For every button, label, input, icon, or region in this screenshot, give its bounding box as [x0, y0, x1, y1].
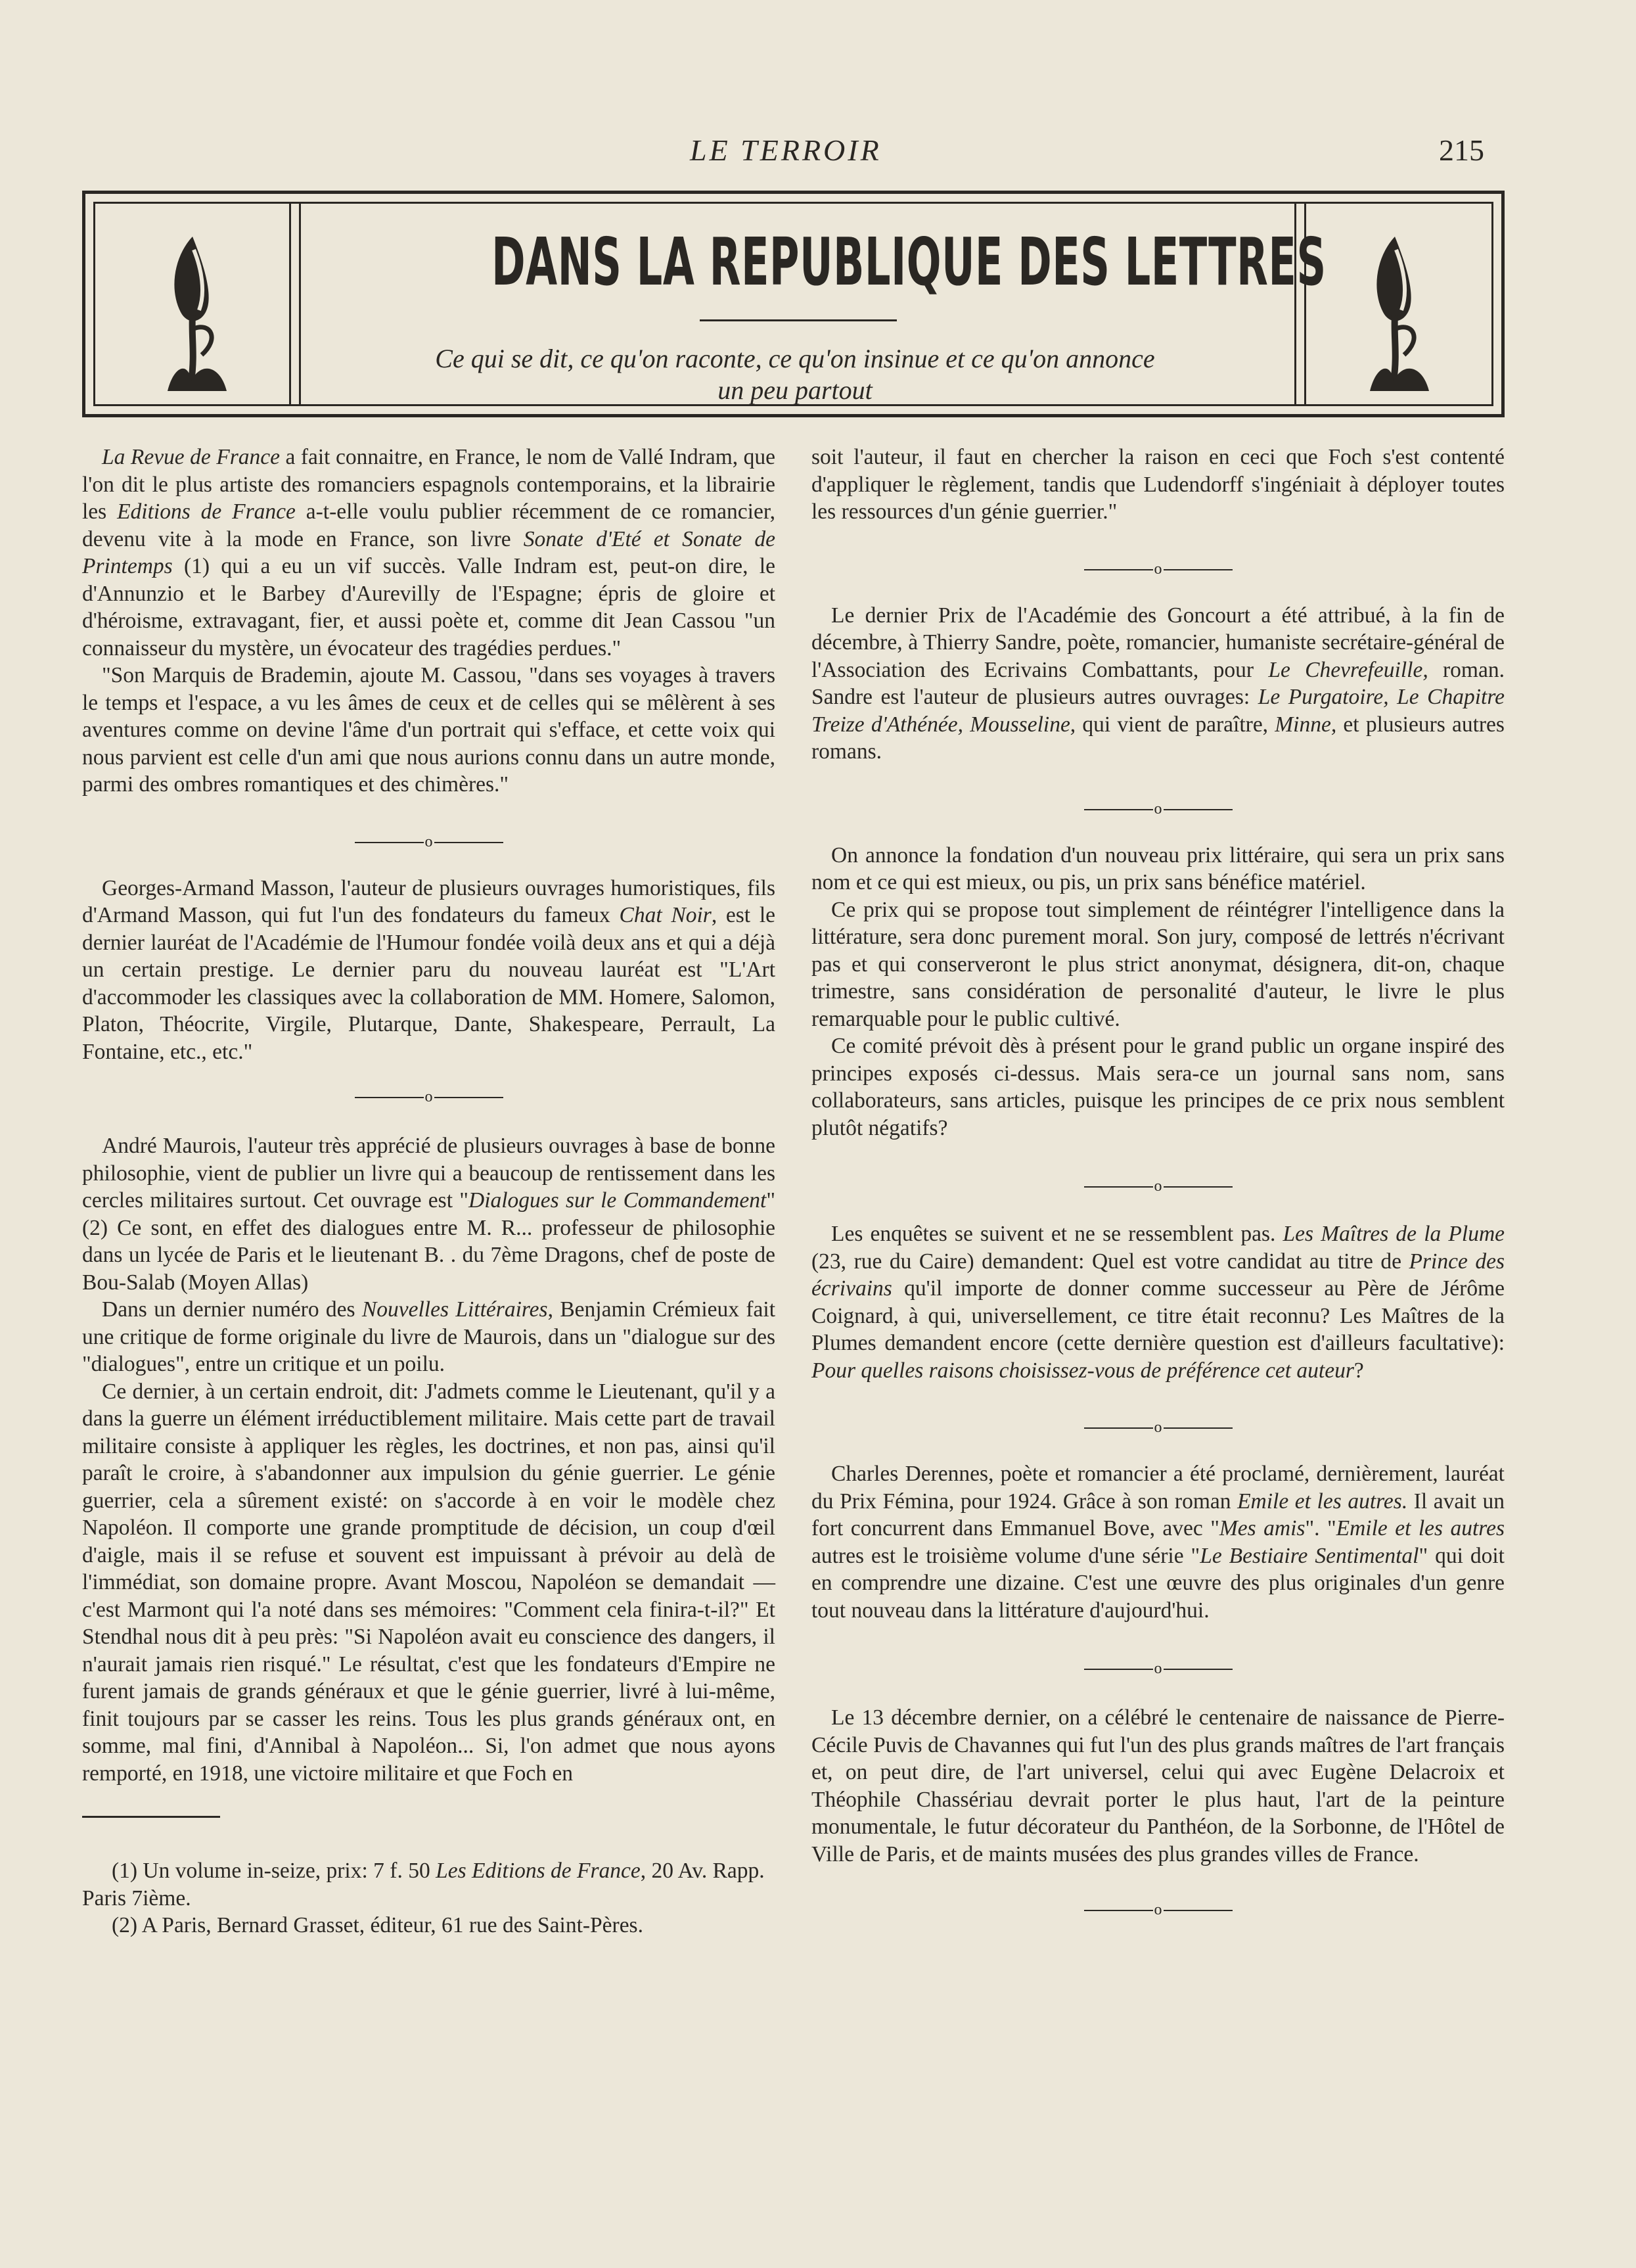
section-title: DANS LA REPUBLIQUE DES LETTRES — [491, 223, 1327, 300]
banner-divider-left — [289, 204, 301, 404]
separator — [82, 1081, 775, 1105]
text: " (2) Ce sont, en effet des dialogues entre M. R... professeur de philosophie dans un lycée de Paris et le lieutenant B. . du 7ème Dragons, chef de poste de Bou-Salab (Moyen Allas) — [82, 1188, 775, 1295]
text: a-t-elle voulu publier récemment de ce romancier, devenu vite à la mode en France, son livre — [82, 499, 776, 551]
footnote: (2) A Paris, Bernard Grasset, éditeur, 61 rue des Saint-Pères. — [112, 1913, 643, 1937]
banner-frame — [93, 202, 1493, 406]
paragraph: On annonce la fondation d'un nouveau prix littéraire, qui sera un prix sans nom et ce qui est mieux, ou pis, un prix sans bénéfice matériel. — [811, 843, 1505, 894]
italic-text: Chat Noir — [619, 903, 712, 927]
running-head — [0, 133, 1636, 172]
text: Le dernier Prix de l'Académie des Goncourt a été attribué, à la fin de décembre, à Thierry Sandre, poète, romancier, humaniste secrétaire-général de l'Association des Ecrivains Combattants, pour — [811, 603, 1505, 682]
paragraph: "Son Marquis de Brademin, ajoute M. Cassou, "dans ses voyages à travers le temps et l'espace, a vu les âmes de ceux et de celles qui se mêlèrent à ses aventures comme on devine l'âme d'un portrait qui s'efface, et cette voix qui nous parvient est celle d'un ami que nous aurions connu dans un autre monde, parmi des ombres romantiques et des chimères." — [82, 663, 775, 797]
paragraph: Le 13 décembre dernier, on a célébré le centenaire de naissance de Pierre-Cécile Puvis de Chavannes qui fut l'un des plus grands maîtres de l'art français et, on peut dire, de l'art universel, celui qui avec Eugène Delacroix et Théophile Chassériau devrait porter le plus haut, l'art de la peinture monumentale, le futur décorateur du Panthéon, de la Sorbonne, de l'Hôtel de Ville de Paris, et de maints musées des plus grandes villes de France. — [811, 1705, 1505, 1866]
italic-text: Le Purgatoire, Le Chapitre Treize d'Athénée, Mousseline, — [811, 685, 1505, 737]
paragraph — [811, 602, 1505, 766]
paragraph — [82, 875, 775, 1066]
calla-lily-ornament-icon — [128, 230, 260, 394]
text: Les enquêtes se suivent et ne se ressemblent pas. — [831, 1222, 1283, 1246]
paragraph — [811, 1460, 1505, 1624]
subtitle-line: un peu partout — [717, 375, 873, 405]
paragraph — [811, 1220, 1505, 1384]
italic-text: Pour quelles raisons choisissez-vous de préférence cet auteur — [811, 1358, 1354, 1383]
running-title: LE TERROIR — [690, 133, 882, 167]
text: qui vient de paraître, — [1076, 712, 1275, 737]
separator-mark: o — [1083, 802, 1234, 816]
text: ? — [1353, 1358, 1364, 1383]
text: , Benjamin Crémieux fait une critique de forme originale du livre de Maurois, dans un "dialogue sur des "dialogues", entre un critique et un poilu. — [82, 1297, 775, 1376]
separator-mark: o — [1083, 1662, 1234, 1675]
paragraph: Ce prix qui se propose tout simplement de réintégrer l'intelligence dans la littérature, sera donc purement moral. Son jury, composé de lettrés n'écrivant pas et qui conserveront le plus strict anonymat, désignera, dit-on, chaque trimestre, sans considération de personalité d'auteur, le livre le plus remarquable pour le public cultivé. — [811, 897, 1505, 1031]
text: , 20 Av. Rapp. Paris 7ième. — [82, 1859, 765, 1910]
text: (1) qui a eu un vif succès. Valle Indram est, peut-on dire, le d'Annunzio et le Barbey d'Aurevilly de l'Espagne; épris de gloire et d'héroisme, extravagant, fier, et aussi poète et, comme dit Jean Cassou "un connaisseur du mystère, un évocateur des tragédies perdues." — [82, 554, 775, 660]
text: (23, rue du Caire) demandent: Quel est votre candidat au titre de — [811, 1249, 1409, 1274]
italic-text: Nouvelles Littéraires — [361, 1297, 548, 1322]
italic-text: Prince des écrivains — [811, 1249, 1505, 1301]
page-number: 215 — [1439, 133, 1484, 167]
text: roman. Sandre est l'auteur de plusieurs autres ouvrages: — [811, 657, 1505, 709]
separator — [811, 553, 1505, 578]
paragraph — [82, 1296, 775, 1378]
separator-mark: o — [1083, 1421, 1234, 1434]
italic-text: Le Chevrefeuille, — [1268, 657, 1428, 682]
italic-text: Editions de France — [117, 499, 296, 524]
italic-text: Minne, — [1275, 712, 1337, 737]
text: (1) Un volume in-seize, prix: 7 f. 50 — [112, 1859, 436, 1883]
calla-lily-ornament-icon — [1330, 230, 1462, 394]
paragraph — [82, 1132, 775, 1296]
italic-text: Les Maîtres de la Plume — [1283, 1222, 1505, 1246]
italic-text: Emile et les autres. — [1237, 1489, 1408, 1514]
italic-text: Emile et les autres — [1336, 1516, 1505, 1540]
footnote — [82, 1857, 775, 1912]
paragraph: soit l'auteur, il faut en chercher la raison en ceci que Foch s'est contenté d'appliquer le règlement, tandis que Ludendorff s'ingéniait à déployer toutes les ressources d'un génie guerrier." — [811, 445, 1505, 524]
footnote-rule — [82, 1816, 220, 1818]
separator-mark: o — [353, 1090, 505, 1103]
separator — [811, 793, 1505, 818]
separator — [811, 1170, 1505, 1195]
right-column — [811, 444, 1505, 1918]
subtitle-line: Ce qui se dit, ce qu'on raconte, ce qu'on insinue et ce qu'on annonce — [435, 344, 1155, 373]
italic-text: Le Bestiaire Sentimental — [1200, 1543, 1419, 1568]
text: Charles Derennes, poète et romancier a été proclamé, dernièrement, lauréat du Prix Fémina, pour 1924. Grâce à son roman — [811, 1462, 1505, 1514]
text: Georges-Armand Masson, l'auteur de plusieurs ouvrages humoristiques, fils d'Armand Masson, qui fut l'un des fondateurs du fameux — [82, 875, 775, 927]
separator-mark: o — [353, 835, 505, 848]
paragraph: Ce dernier, à un certain endroit, dit: J'admets comme le Lieutenant, qu'il y a dans la guerre un élément irréductiblement militaire. Mais cette part de travail militaire consiste à appliquer les règles, les doctrines, et non pas, ainsi qu'il paraît le croire, à s'abandonner aux impulsion du génie guerrier. Le génie guerrier, cela a sûrement existé: on s'accorde à en voir le modèle chez Napoléon. Il comporte une grande promptitude de décision, un coup d'œil d'aigle, mais il se refuse et souvent est impuissant à prévoir au delà de l'immédiat, son domaine propre. Avant Moscou, Napoléon se demandait — c'est Marmont qui l'a noté dans ses mémoires: "Comment cela finira-t-il?" Et Stendhal nous dit à peu près: "Si Napoléon avait eu conscience des dangers, il n'aurait jamais rien risqué." Le résultat, c'est que les fondateurs d'Empire ne furent jamais de grands généraux et que le génie guerrier, livré à lui-même, finit toujours par se casser les reins. Tous les plus grands généraux ont, en somme, mal fini, d'Annibal à Napoléon... Si, l'on admet que nous ayons remporté, en 1918, une victoire militaire et que Foch en — [82, 1379, 775, 1786]
text: ". " — [1305, 1516, 1336, 1540]
italic-text: La Revue de France — [102, 445, 280, 469]
separator — [811, 1894, 1505, 1918]
section-subtitle — [306, 343, 1284, 406]
text: et plusieurs autres romans. — [811, 712, 1505, 764]
text: Il avait un fort concurrent dans Emmanuel Bove, avec " — [811, 1489, 1505, 1540]
paragraph — [82, 444, 775, 662]
text: André Maurois, l'auteur très apprécié de plusieurs ouvrages à base de bonne philosophie, vient de publier un livre qui a beaucoup de rentissement dans les cercles militaires surtout. Cet ouvrage est " — [82, 1134, 775, 1213]
left-column — [82, 444, 775, 1939]
text: autres est le troisième volume d'une série " — [811, 1543, 1200, 1568]
paragraph: Ce comité prévoit dès à présent pour le grand public un organe inspiré des principes exposés ci-dessus. Mais sera-ce un journal sans nom, sans collaborateurs, sans articles, puisque les principes de ce prix nous semblent plutôt négatifs? — [811, 1034, 1505, 1140]
italic-text: Dialogues sur le Commandement — [468, 1188, 767, 1213]
section-banner — [82, 191, 1505, 417]
text: qu'il importe de donner comme successeur au Père de Jérôme Coignard, à qui, universellement, ce titre était reconnu? Les Maîtres de la Plumes demandent encore (cette dernière question est d'ailleurs facultative): — [811, 1276, 1505, 1355]
text: Dans un dernier numéro des — [102, 1297, 362, 1322]
separator-mark: o — [1083, 1903, 1234, 1916]
separator — [811, 1653, 1505, 1677]
text: " qui doit en comprendre une dizaine. C'est une œuvre des plus originales d'un genre tout nouveau dans la littérature d'aujourd'hui. — [811, 1543, 1505, 1623]
banner-rule — [700, 319, 897, 321]
separator — [82, 826, 775, 850]
separator-mark: o — [1083, 563, 1234, 576]
italic-text: Sonate d'Eté et Sonate de Printemps — [82, 526, 775, 578]
separator-mark: o — [1083, 1180, 1234, 1193]
text: a fait connaitre, en France, le nom de Vallé Indram, que l'on dit le plus artiste des romanciers espagnols contemporains, et la librairie les — [82, 445, 775, 524]
text: , est le dernier lauréat de l'Académie de l'Humour fondée voilà deux ans et qui a déjà un certain prestige. Le dernier paru du nouveau lauréat est "L'Art d'accommoder les classiques avec la collaboration de MM. Homere, Salomon, Platon, Théocrite, Virgile, Plutarque, Dante, Shakespeare, Perrault, La Fontaine, etc., etc." — [82, 903, 776, 1064]
separator — [811, 1412, 1505, 1436]
italic-text: Mes amis — [1219, 1516, 1306, 1540]
italic-text: Les Editions de France — [436, 1859, 641, 1883]
